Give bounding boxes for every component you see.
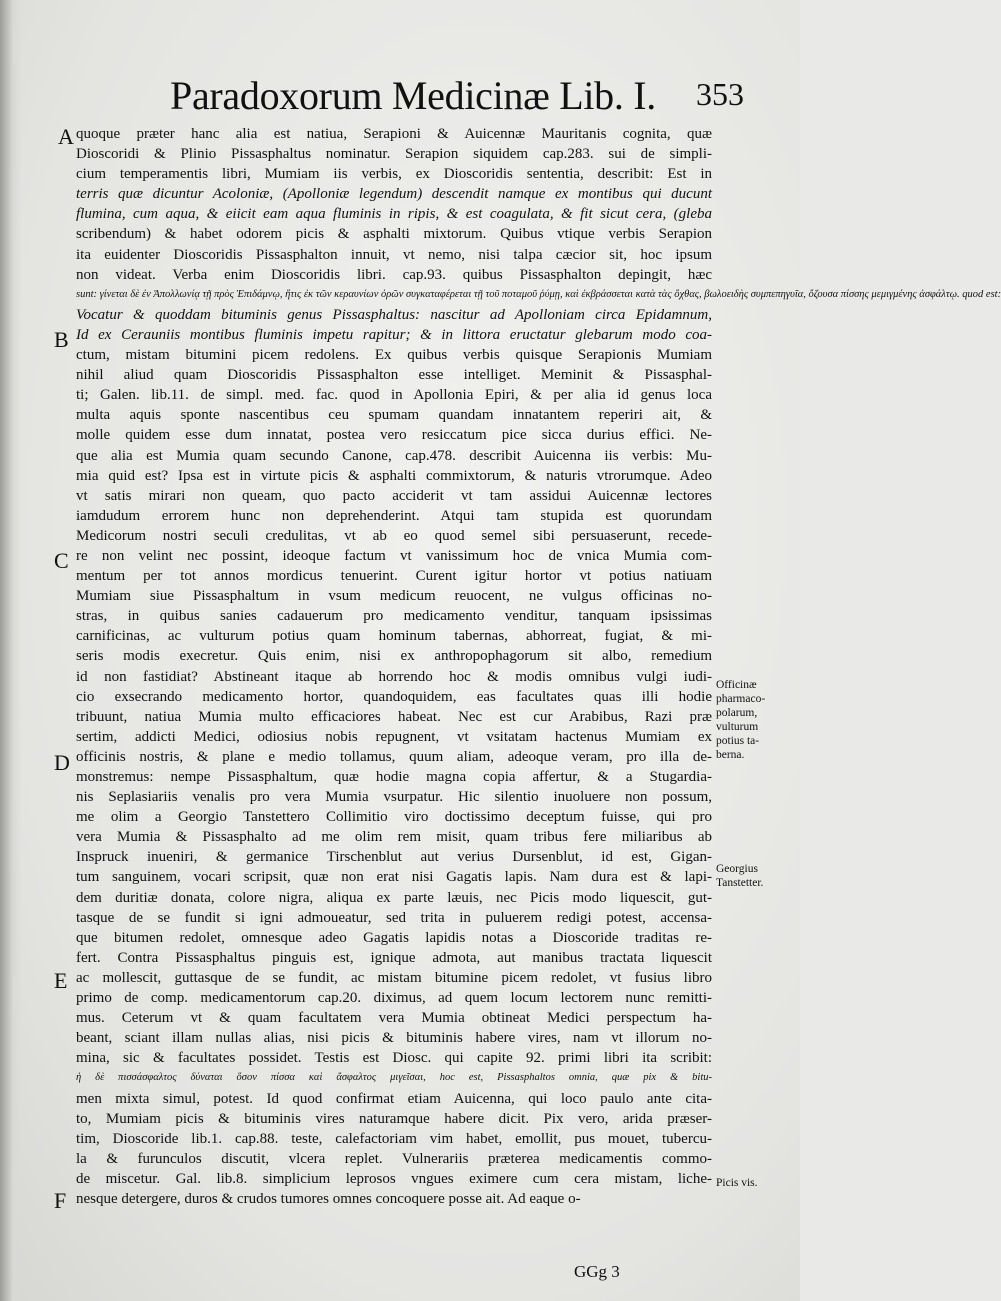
text-line: molle quidem esse dum innatat, postea vero resiccatum pice sicca durius effici. Ne- [76, 427, 712, 444]
section-letter-d: D [54, 750, 70, 775]
text-line: tribuunt, natiua Mumia multo efficaciores habeat. Nec est cur Arabibus, Razi præ [76, 708, 712, 725]
text-line: mentum per tot annos mordicus tenuerint. Curent igitur hortor vt potius natiuam [76, 568, 712, 585]
section-letter-f: F [54, 1188, 67, 1213]
text-line: mia quid est? Ipsa est in virtute picis & asphalti commixtorum, & naturis vtrorumque. Adeo [76, 467, 712, 484]
text-line: terris quæ dicuntur Acoloniæ, (Apolloniæ legendum) descendit namque ex montibus qui ducunt [76, 186, 712, 203]
section-letter-c: C [54, 548, 69, 573]
text-line: monstremus: nempe Pissasphaltum, quæ hodie magna copia affertur, & a Stugardia- [76, 769, 712, 785]
text-line: ac mollescit, guttasque de se fundit, ac mistam bitumine picem redolet, vt fusius libro [76, 969, 712, 986]
text-line: non videat. Verba enim Dioscoridis libri. cap.93. quibus Pissasphalton depingit, hæc [76, 266, 712, 283]
text-line: tasque de se fundit si igni admoueatur, sed trita in puluerem redigi potest, accensa- [76, 909, 712, 926]
text-line: que alia est Mumia quam secundo Canone, cap.478. describit Auicenna iis verbis: Mu- [76, 447, 712, 464]
text-line: scribendum) & habet odorem picis & asphalti mixtorum. Quibus vtique verbis Serapion [76, 226, 712, 243]
text-line: iamdudum errorem hunc non deprehenderint. Atqui tam stupida est quorundam [76, 507, 712, 524]
text-line: nihil aliud quam Dioscoridis Pissasphalton esse intelliget. Meminit & Pissasphal- [76, 367, 712, 384]
section-letter-b: B [54, 327, 69, 352]
text-line: Id ex Cerauniis montibus fluminis impetu rapitur; & in littora eructatur glebarum modo coa- [76, 326, 712, 343]
section-letter-a: A [58, 124, 74, 149]
page-number: 353 [696, 76, 744, 112]
text-line: quoque præter hanc alia est natiua, Serapioni & Auicennæ Mauritanis cognita, quæ [76, 126, 712, 142]
text-line: multa aquis sponte nascentibus ceu spumam quandam innatantem reperiri ait, & [76, 407, 712, 424]
text-line: ti; Galen. lib.11. de simpl. med. fac. quod in Apollonia Epiri, & per alia id genus loca [76, 387, 712, 404]
text-line: que bitumen redolet, omnesque adeo Gagatis lapidis notas a Dioscoride traditas re- [76, 929, 712, 946]
text-line: Vocatur & quoddam bituminis genus Pissasphaltus: nascitur ad Apolloniam circa Epidamnum, [76, 306, 712, 323]
text-line: id non fastidiat? Abstineant itaque ab horrendo hoc & modis omnibus vulgi iudi- [76, 668, 712, 685]
margin-note-georgius: Georgius Tanstetter. [716, 863, 764, 889]
text-line: vt satis mirari non queam, quo pacto acciderit vt tam assidui Auicennæ lectores [76, 487, 712, 504]
signature-mark: GGg 3 [574, 1262, 620, 1281]
text-line: sertim, addicti Medici, odiosius nobis repugnent, vt vsitatam hactenus Mumiam ex [76, 728, 712, 745]
text-line: primo de comp. medicamentorum cap.20. diximus, ad quem locum lectorem nunc remitti- [76, 990, 712, 1007]
text-line: re non velint nec possint, ideoque factum vt vanissimum hoc de vnica Mumia com- [76, 547, 712, 564]
text-line: to, Mumiam picis & bituminis vires naturamque habere dicit. Pix vero, arida præser- [76, 1110, 712, 1127]
text-line: mus. Ceterum vt & quam facultatem vera Mumia obtineat Medici perspectum ha- [76, 1010, 712, 1027]
greek-text-line: sunt: γίνεται δὲ ἐν Ἀπολλωνίᾳ τῇ πρὸς Ἐπιδάμνῳ, ἥτις ἐκ τῶν κεραυνίων ὀρῶν συγκαταφέρεται τῇ τοῦ ποταμοῦ ῥύμῃ, καὶ ἐκβράσσεται κατὰ τὰς ὄχθας, βωλοειδὴς συμπεπηγυῖα, ὄζουσα πίσσης μεμιγμένης ἀσφάλτῳ. quod est: [76, 288, 1001, 300]
text-line: de miscetur. Gal. lib.8. simplicium leprosos vngues eximere cum cera mistam, liche- [76, 1170, 712, 1187]
greek-text-line: ἡ δὲ πισσάσφαλτος δύναται ὅσον πίσσα καὶ ἄσφαλτος μιγεῖσαι, hoc est, Pissasphaltos omnia, quæ pix & bitu- [76, 1072, 712, 1084]
text-line: la & furunculos discutit, vlcera replet. Vulnerariis præterea medicamentis commo- [76, 1150, 712, 1167]
text-line: Mumiam siue Pissasphaltum in vsum medicum reuocent, ne vulgus officinas no- [76, 588, 712, 605]
text-line: nesque detergere, duros & crudos tumores omnes concoquere posse ait. Ad eaque o- [76, 1190, 581, 1207]
text-line: beant, sciant illam nullas alias, nisi picis & bituminis habere vires, nam vt illorum no- [76, 1030, 712, 1047]
text-line: carnificinas, ac vulturum potius quam hominum tabernas, abhorreat, fugiat, & mi- [76, 628, 712, 645]
text-line: cium temperamentis libri, Mumiam iis verbis, ex Dioscoridis sententia, describit: Est in [76, 166, 712, 183]
text-line: men mixta simul, potest. Id quod confirmat etiam Auicenna, qui loco paulo ante cita- [76, 1090, 712, 1107]
text-line: cio exsecrando medicamento hortor, quandoquidem, eas facultates quas illi hodie [76, 688, 712, 705]
text-line: tim, Dioscoride lib.1. cap.88. teste, calefactoriam vim habet, emollit, pus mouet, tubercu- [76, 1130, 712, 1147]
text-line: mina, sic & facultates possidet. Testis est Diosc. qui capite 92. primi libri ita scribit: [76, 1050, 712, 1067]
running-title: Paradoxorum Medicinæ Lib. I. [170, 73, 656, 118]
page-header [170, 72, 744, 122]
text-line: tum sanguinem, vocari scripsit, quæ non erat nisi Gagatis lapis. Nam dura est & lapi- [76, 869, 712, 886]
text-line: officinis nostris, & plane e medio tollamus, quum aliam, adeoque veram, pro illa de- [76, 748, 712, 765]
text-line: ctum, mistam bitumini picem redolens. Ex quibus verbis quisque Serapionis Mumiam [76, 347, 712, 364]
section-letter-e: E [54, 968, 68, 993]
text-line: ita euidenter Dioscoridis Pissasphalton innuit, vt nemo, nisi talpa cæcior sit, hoc ipsum [76, 246, 712, 263]
text-line: nis Seplasiariis venalis pro vera Mumia vsurpatur. Hic silentio inuoluere non possum, [76, 789, 712, 806]
margin-note-officinae: Officinæ pharmaco- polarum, vulturum potius ta- berna. [716, 679, 766, 761]
margin-note-picis: Picis vis. [716, 1177, 758, 1189]
text-line: flumina, cum aqua, & eiicit eam aqua fluminis in ripis, & est coagulata, & fit sicut cera, (gleba [76, 206, 712, 223]
text-line: stras, in quibus sanies cadauerum pro medicamento venditur, tanquam ipsissimas [76, 608, 712, 625]
text-line: vera Mumia & Pissasphalto ad me olim rem misit, quam tribus fere miliaribus ab [76, 829, 712, 846]
text-line: me olim a Georgio Tanstettero Collimitio viro doctissimo deceptum fuisse, qui pro [76, 809, 712, 826]
text-line: Medicorum nostri seculi credulitas, vt ab eo quod semel sibi persuaserunt, recede- [76, 527, 712, 544]
text-line: Dioscoridi & Plinio Pissasphaltus nominatur. Serapion siquidem cap.283. sui de simpli- [76, 146, 712, 163]
text-line: seris modis execretur. Quis enim, nisi ex anthropophagorum sit albo, remedium [76, 648, 712, 665]
text-line: fert. Contra Pissasphaltus pinguis est, ignique admota, aut manibus tractata liquescit [76, 949, 712, 966]
text-line: Inspruck inueniri, & germanice Tirschenblut aut verius Dursenblut, id est, Gigan- [76, 849, 712, 866]
text-line: dem duritiæ donata, colore nigra, aliqua ex parte læuis, nec Picis modo liquescit, gut- [76, 889, 712, 906]
